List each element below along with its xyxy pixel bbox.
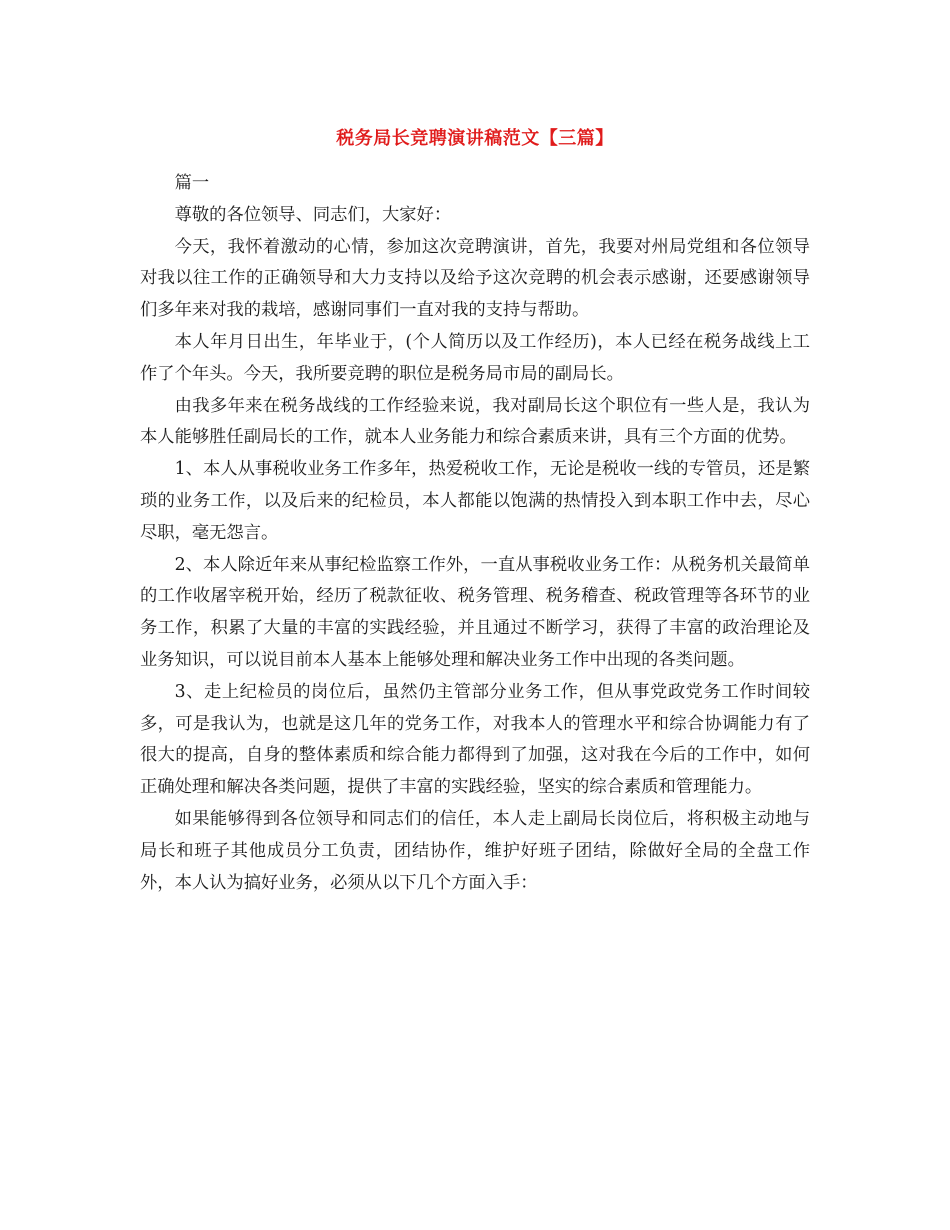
- paragraph-bio: 本人年月日出生，年毕业于，(个人简历以及工作经历)，本人已经在税务战线上工作了个年头。今天，我所要竞聘的职位是税务局市局的副局长。: [140, 331, 810, 384]
- paragraph-advantage-2: 2、本人除近年来从事纪检监察工作外，一直从事税收业务工作：从税务机关最简单的工作收屠宰税开始，经历了税款征收、税务管理、税务稽查、税政管理等各环节的业务工作，积累了大量的丰富的实践经验，并且通过不断学习，获得了丰富的政治理论及业务知识，可以说目前本人基本上能够处理和解决业务工作中出现的各类问题。: [140, 554, 810, 670]
- document-body: [140, 168, 810, 899]
- paragraph-advantages-intro: 由我多年来在税务战线的工作经验来说，我对副局长这个职位有一些人是，我认为本人能够胜任副局长的工作，就本人业务能力和综合素质来讲，具有三个方面的优势。: [140, 395, 810, 448]
- paragraph-thanks: 今天，我怀着激动的心情，参加这次竞聘演讲，首先，我要对州局党组和各位领导对我以往工作的正确领导和大力支持以及给予这次竞聘的机会表示感谢，还要感谢领导们多年来对我的栽培，感谢同事们一直对我的支持与帮助。: [140, 236, 810, 321]
- paragraph-greeting: 尊敬的各位领导、同志们，大家好：: [174, 204, 452, 225]
- paragraph-plan: 如果能够得到各位领导和同志们的信任，本人走上副局长岗位后，将积极主动地与局长和班子其他成员分工负责，团结协作，维护好班子团结，除做好全局的全盘工作外，本人认为搞好业务，必须从以下几个方面入手：: [140, 808, 810, 893]
- section-heading: 篇一: [174, 173, 210, 193]
- paragraph-advantage-1: 1、本人从事税收业务工作多年，热爱税收工作，无论是税收一线的专管员，还是繁琐的业务工作，以及后来的纪检员，本人都能以饱满的热情投入到本职工作中去，尽心尽职，毫无怨言。: [140, 459, 810, 543]
- document-title: 税务局长竞聘演讲稿范文【三篇】: [336, 128, 614, 149]
- paragraph-advantage-3: 3、走上纪检员的岗位后，虽然仍主管部分业务工作，但从事党政党务工作时间较多，可是我认为，也就是这几年的党务工作，对我本人的管理水平和综合协调能力有了很大的提高，自身的整体素质和综合能力都得到了加强，这对我在今后的工作中，如何正确处理和解决各类问题，提供了丰富的实践经验，坚实的综合素质和管理能力。: [140, 681, 810, 798]
